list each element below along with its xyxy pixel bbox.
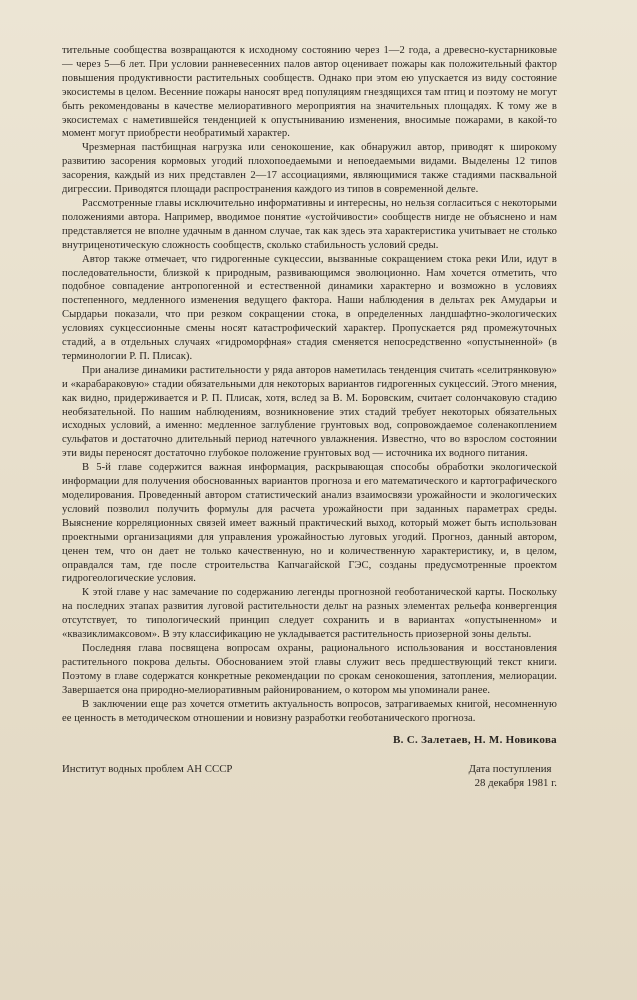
paragraph-7: К этой главе у нас замечание по содержанию легенды прогнозной геоботанической карты. Поскольку на последних этапах развития луговой растительности дельт на разных элементах рельефа конвергенция отсутствует, то типологический принцип следует сохранить и в вариантах «опустыненном» и «квазиклимаксовом». В эту классификацию не укладывается растительность приозерной зоны дельты.	[62, 587, 557, 641]
paragraph-6: В 5-й главе содержится важная информация, раскрывающая способы обработки экологической информации для получения обоснованных вариантов прогноза и его математического и картографического моделирования. Проведенный автором статистический анализ взаимосвязи урожайности и экологических условий позволил получить формулы для расчета урожайности при заданных параметрах среды. Выяснение корреляционных связей имеет важный практический выход, который может быть использован проектными организациями для управления урожайностью луговых угодий. Прогноз, данный автором, ценен тем, что он дает не только качественную, но и количественную характеристику, и, в целом, оправдался там, где после строительства Капчагайской ГЭС, созданы предусмотренные проектом гидрогеологические условия.	[62, 462, 557, 585]
received-date: 28 декабря 1981 г.	[474, 777, 557, 790]
paragraph-4: Автор также отмечает, что гидрогенные сукцессии, вызванные сокращением стока реки Или, идут в последовательности, близкой к природным, развивающимся эволюционно. Нам хочется отметить, что подобное совпадение антропогенной и естественной динамики характерно и возможно в условиях постепенного, медленного изменения ведущего фактора. Наши наблюдения в дельтах рек Амударьи и Сырдарьи показали, что при резком сокращении стока, в определенных ландшафтно-экологических условиях сукцессионные смены носят катастрофический характер. Пропускается ряд промежуточных стадий, а в отдельных случаях «гидроморфная» стадия сменяется непосредственно «опустыненной» (в терминологии Р. П. Плисак).	[62, 253, 557, 362]
paragraph-3: Рассмотренные главы исключительно информативны и интересны, но нельзя согласиться с некоторыми положениями автора. Например, вводимое понятие «устойчивости» сообществ нигде не объяснено и нам представляется не вполне удачным в данном случае, так как здесь эта характеристика учитывает не столько внутриценотическую сложность сообществ, сколько стабильность условий среды.	[62, 197, 557, 251]
received-label: Дата поступления	[468, 763, 552, 776]
institute-name: Институт водных проблем АН СССР	[62, 763, 233, 776]
received-block	[429, 762, 557, 790]
paragraph-5: При анализе динамики растительности у ряда авторов наметилась тенденция считать «селитрянковую» и «карабараковую» стадии обязательными для некоторых вариантов гидрогенных сукцессий. Этого мнения, как видно, придерживается и Р. П. Плисак, хотя, вслед за В. М. Боровским, считает солончаковую стадию необязательной. По нашим наблюдениям, возникновение этих стадий требует некоторых обязательных исходных условий, а именно: медленное заглубление грунтовых вод, сопровождаемое соленакоплением сульфатов и достаточно длительный период натечного увлажнения. Известно, что во взрослом состоянии эти виды переносят достаточно глубокое положение грунтовых вод — источника их водного питания.	[62, 364, 557, 460]
paragraph-9: В заключении еще раз хочется отметить актуальность вопросов, затрагиваемых книгой, несомненную ее ценность в методическом отношении и новизну разработки геоботанического прогноза.	[62, 698, 557, 724]
paragraph-1: тительные сообщества возвращаются к исходному состоянию через 1—2 года, а древесно-кустарниковые — через 5—6 лет. При условии ранневесенних палов автор оценивает пожары как положительный фактор повышения продуктивности растительных сообществ. Однако при этом ею упускается из виду состояние экосистемы в целом. Весенние пожары наносят вред популяциям гнездящихся там птиц и поэтому не могут быть рекомендованы в качестве мелиоративного мероприятия на значительных площадях. К тому же в экосистемах с наметившейся тенденцией к опустыниванию изменения, вносимые пожарами, в какой-то момент могут приобрести необратимый характер.	[62, 45, 557, 140]
footer	[62, 762, 557, 790]
paragraph-8: Последняя глава посвящена вопросам охраны, рационального использования и восстановления растительного покрова дельты. Обоснованием этой главы служит весь предшествующий текст книги. Поэтому в главе содержатся конкретные рекомендации по срокам сенокошения, затопления, мелиорации. Завершается она природно-мелиоративным районированием, о котором мы упоминали ранее.	[62, 642, 557, 696]
paragraph-2: Чрезмерная пастбищная нагрузка или сенокошение, как обнаружил автор, приводят к широкому развитию засорения кормовых угодий плохопоедаемыми и непоедаемыми видами. Выделены 12 типов засорения, каждый из них представлен 2—17 ассоциациями, являющимися также стадиями пасквальной дигрессии. Приводятся площади распространения каждого из типов в современной дельте.	[62, 142, 557, 196]
author-signature: В. С. Залетаев, Н. М. Новикова	[393, 734, 557, 747]
article-body	[62, 44, 557, 790]
